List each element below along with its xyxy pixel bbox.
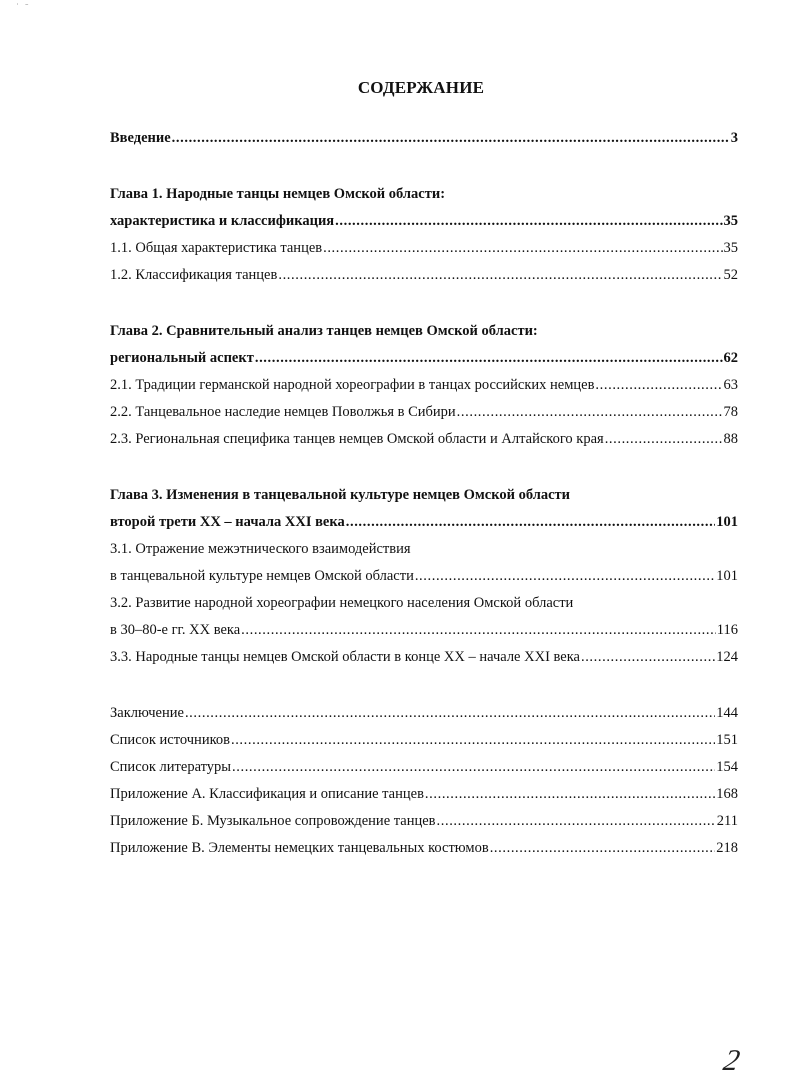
toc-entry-text: Список литературы (110, 759, 232, 775)
toc-entry-page: 154 (716, 759, 738, 775)
toc-chapter-3-heading[interactable] (110, 482, 738, 509)
toc-entry-3-3[interactable] (110, 644, 738, 671)
toc-leader (581, 644, 715, 671)
toc-entry-page: 62 (723, 350, 738, 366)
toc-entry-page: 151 (716, 732, 738, 748)
toc-chapter-1-heading[interactable] (110, 181, 738, 208)
handwritten-page-number: 2 (720, 1044, 743, 1077)
toc-entry-3-2-heading[interactable] (110, 590, 738, 617)
toc-leader (457, 399, 723, 426)
toc-entry-page: 218 (716, 840, 738, 856)
toc-entry-text: 3.3. Народные танцы немцев Омской области в конце XX – начале XXI века (110, 649, 580, 665)
toc-entry-text: Заключение (110, 705, 184, 721)
toc-entry-text: 1.2. Классификация танцев (110, 267, 278, 283)
toc-leader (425, 781, 715, 808)
toc-leader (415, 563, 715, 590)
toc-leader (172, 125, 730, 152)
toc-entry-1-1[interactable] (110, 235, 738, 262)
toc-entry-text-cont: в 30–80-е гг. XX века (110, 622, 241, 638)
toc-entry-page: 52 (723, 267, 738, 283)
toc-leader (595, 372, 722, 399)
toc-entry-appendix-b[interactable] (110, 808, 738, 835)
toc-entry-text: Приложение Б. Музыкальное сопровождение танцев (110, 813, 436, 829)
toc-leader (232, 754, 715, 781)
toc-entry-page: 3 (730, 130, 738, 146)
toc-entry-page: 35 (723, 240, 738, 256)
toc-leader (278, 262, 722, 289)
toc-entry-text: 1.1. Общая характеристика танцев (110, 240, 323, 256)
toc-entry-page: 211 (716, 813, 738, 829)
toc-leader (323, 235, 722, 262)
toc-entry-page: 101 (716, 568, 738, 584)
toc-entry-text-cont: в танцевальной культуре немцев Омской области (110, 568, 414, 584)
toc-leader (185, 700, 715, 727)
toc-entry-text: 2.2. Танцевальное наследие немцев Поволжья в Сибири (110, 404, 456, 420)
toc-entry-sources[interactable] (110, 727, 738, 754)
toc-leader (241, 617, 716, 644)
toc-entry-text: 2.1. Традиции германской народной хореографии в танцах российских немцев (110, 377, 595, 393)
toc-entry-page: 78 (723, 404, 738, 420)
toc-entry-page: 63 (723, 377, 738, 393)
toc-leader (335, 208, 722, 235)
toc-entry-text: 3.2. Развитие народной хореографии немецкого населения Омской области (110, 595, 574, 611)
toc-entry-page: 124 (716, 649, 738, 665)
toc-leader (255, 345, 723, 372)
toc-entry-conclusion[interactable] (110, 700, 738, 727)
toc-leader (231, 727, 715, 754)
scan-specks: ˙ ˉ (16, 2, 31, 12)
toc-chapter-title-cont: региональный аспект (110, 350, 254, 366)
toc-leader (490, 835, 716, 862)
toc-chapter-title: Глава 1. Народные танцы немцев Омской области: (110, 186, 446, 202)
toc-chapter-title-cont: второй трети XX – начала XXI века (110, 514, 345, 530)
toc-entry-literature[interactable] (110, 754, 738, 781)
toc-entry-intro[interactable] (110, 125, 738, 152)
toc-entry-text: 2.3. Региональная специфика танцев немцев Омской области и Алтайского края (110, 431, 604, 447)
toc-leader (437, 808, 716, 835)
toc-entry-3-2[interactable] (110, 617, 738, 644)
toc-entry-3-1[interactable] (110, 563, 738, 590)
toc-leader (605, 426, 723, 453)
toc-entry-page: 144 (716, 705, 738, 721)
table-of-contents (110, 125, 738, 862)
toc-chapter-3-entry[interactable] (110, 509, 738, 536)
toc-entry-text: Приложение А. Классификация и описание танцев (110, 786, 424, 802)
toc-entry-text: 3.1. Отражение межэтнического взаимодействия (110, 541, 411, 557)
page-title: СОДЕРЖАНИЕ (357, 78, 485, 97)
toc-entry-appendix-a[interactable] (110, 781, 738, 808)
toc-entry-3-1-heading[interactable] (110, 536, 738, 563)
toc-chapter-title: Глава 2. Сравнительный анализ танцев немцев Омской области: (110, 323, 538, 339)
toc-chapter-2-heading[interactable] (110, 318, 738, 345)
toc-entry-page: 35 (723, 213, 738, 229)
toc-entry-appendix-v[interactable] (110, 835, 738, 862)
toc-entry-2-1[interactable] (110, 372, 738, 399)
toc-entry-2-2[interactable] (110, 399, 738, 426)
toc-chapter-1-entry[interactable] (110, 208, 738, 235)
toc-entry-page: 101 (716, 514, 738, 530)
toc-entry-text: Введение (110, 130, 171, 146)
toc-entry-page: 168 (716, 786, 738, 802)
toc-entry-1-2[interactable] (110, 262, 738, 289)
toc-chapter-title: Глава 3. Изменения в танцевальной культуре немцев Омской области (110, 487, 571, 503)
toc-entry-text: Список источников (110, 732, 230, 748)
toc-entry-page: 88 (723, 431, 738, 447)
toc-chapter-2-entry[interactable] (110, 345, 738, 372)
toc-entry-2-3[interactable] (110, 426, 738, 453)
toc-entry-text: Приложение В. Элементы немецких танцевальных костюмов (110, 840, 489, 856)
toc-chapter-title-cont: характеристика и классификация (110, 213, 335, 229)
toc-leader (346, 509, 716, 536)
toc-entry-page: 116 (716, 622, 738, 638)
